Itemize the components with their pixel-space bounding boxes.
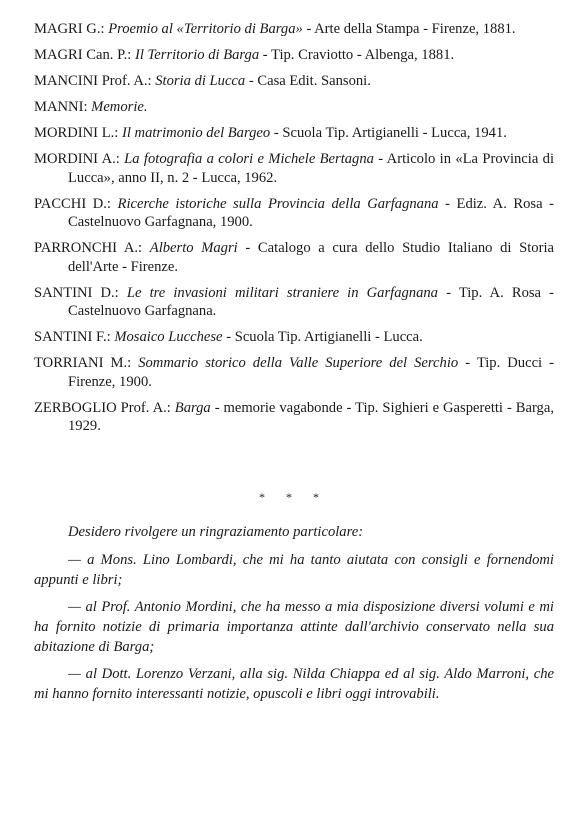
bibliography-entry (34, 72, 554, 91)
entry-publisher: - Casa Edit. Sansoni. (245, 73, 371, 89)
entry-publisher: - Articolo in «La Provincia di Lucca», anno II, n. 2 - Lucca, 1962. (68, 151, 554, 186)
entry-title: Ricerche istoriche sulla Provincia della Garfagnana (117, 195, 439, 212)
entry-title: La fotografia a colori e Michele Bertagna (124, 151, 374, 167)
entry-publisher: - Arte della Stampa - Firenze, 1881. (302, 21, 516, 37)
bibliography-entry (34, 195, 554, 232)
entry-author: SANTINI D.: (34, 284, 127, 301)
acknowledgement-item: — a Mons. Lino Lombardi, che mi ha tanto aiutata con consigli e fornendomi appunti e libri; (34, 552, 554, 588)
entry-author: MORDINI A.: (34, 151, 125, 167)
entry-publisher: - memorie vagabonde - Tip. Sighieri e Gasperetti - Barga, 1929. (68, 399, 554, 434)
entry-publisher: - Scuola Tip. Artigianelli - Lucca, 1941. (270, 125, 507, 141)
entry-author: MAGRI G.: (34, 21, 109, 37)
entry-author: SANTINI F.: (34, 329, 115, 345)
acknowledgement-item: — al Prof. Antonio Mordini, che ha messo a mia disposizione diversi volumi e mi ha fornito notizie di primaria importanza attinte dall'archivio conservato nella sua abitazione di Barga; (34, 599, 554, 655)
entry-publisher: - Tip. Ducci - Firenze, 1900. (68, 355, 554, 390)
bibliography-entry (34, 354, 554, 391)
entry-title: Storia di Lucca (155, 73, 246, 89)
bibliography-entry (34, 98, 554, 117)
entry-title: Proemio al «Territorio di Barga» (108, 21, 303, 37)
entry-title: Memorie. (91, 99, 148, 115)
bibliography-list (34, 20, 554, 443)
bibliography-entry (34, 150, 554, 187)
entry-publisher: - Scuola Tip. Artigianelli - Lucca. (222, 329, 423, 345)
entry-publisher: - Tip. A. Rosa - Castelnuovo Garfagnana. (68, 284, 554, 319)
entry-author: TORRIANI M.: (34, 355, 139, 371)
entry-author: MORDINI L.: (34, 125, 122, 141)
entry-title: Le tre invasioni militari straniere in Garfagnana (126, 284, 438, 301)
entry-author: MANCINI Prof. A.: (34, 73, 156, 89)
entry-title: Alberto Magri (149, 240, 238, 256)
bibliography-entry (34, 20, 554, 39)
entry-title: Mosaico Lucchese (114, 329, 223, 345)
bibliography-entry (34, 239, 554, 276)
entry-author: PARRONCHI A.: (34, 240, 150, 256)
entry-title: Sommario storico della Valle Superiore del Serchio (138, 355, 459, 371)
acknowledgements (34, 522, 554, 711)
acknowledgement-item: — al Dott. Lorenzo Verzani, alla sig. Nilda Chiappa ed al sig. Aldo Marroni, che mi hanno fornito interessanti notizie, opuscoli e libri oggi introvabili. (34, 666, 554, 702)
bibliography-entry (34, 46, 554, 65)
bibliography-entry (34, 284, 554, 321)
entry-publisher: - Tip. Craviotto - Albenga, 1881. (259, 47, 455, 63)
entry-title: Barga (174, 399, 211, 416)
entry-author: MANNI: (34, 99, 92, 115)
entry-title: Il matrimonio del Bargeo (121, 125, 271, 141)
entry-publisher: - Catalogo a cura dello Studio Italiano di Storia dell'Arte - Firenze. (68, 240, 554, 275)
entry-author: PACCHI D.: (34, 195, 118, 212)
entry-title: Il Territorio di Barga (134, 47, 260, 63)
acknowledgements-intro: Desidero rivolgere un ringraziamento particolare: (68, 524, 364, 540)
bibliography-entry (34, 328, 554, 347)
bibliography-entry (34, 399, 554, 436)
entry-author: MAGRI Can. P.: (34, 47, 135, 63)
section-separator: * * * (259, 490, 328, 504)
entry-publisher: - Ediz. A. Rosa - Castelnuovo Garfagnana, 1900. (68, 195, 554, 230)
entry-author: ZERBOGLIO Prof. A.: (34, 399, 175, 416)
bibliography-entry (34, 124, 554, 143)
